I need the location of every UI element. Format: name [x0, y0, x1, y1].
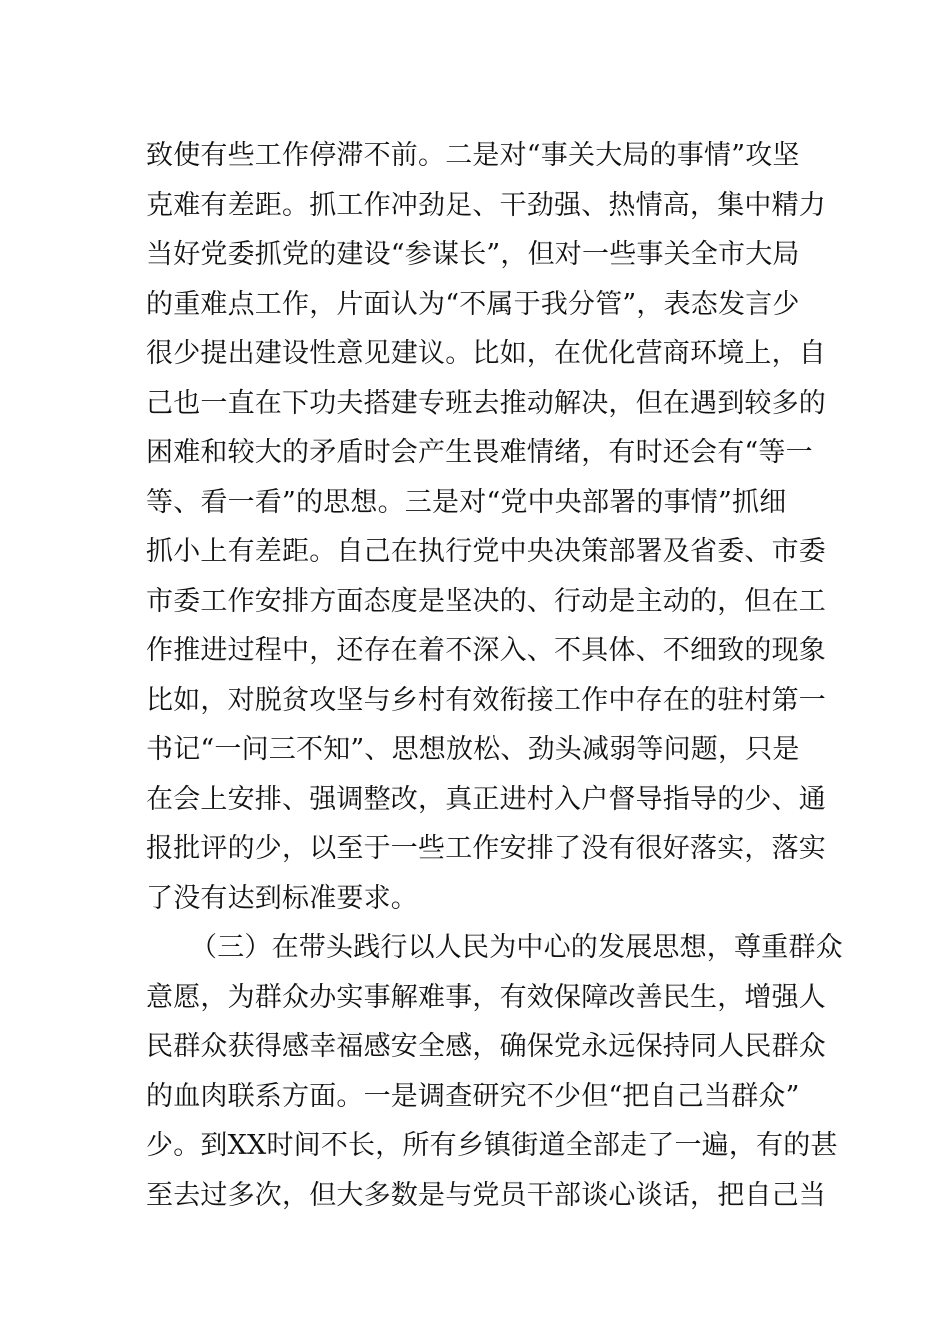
text-line-14: 在会上安排、强调整改，真正进村入户督导指导的少、通 [146, 783, 826, 815]
text-line-15: 报批评的少，以至于一些工作安排了没有很好落实，落实 [146, 833, 826, 864]
text-line-9: 抓小上有差距。自己在执行党中央决策部署及省委、市委 [146, 536, 826, 567]
text-line-2: 克难有差距。抓工作冲劲足、干劲强、热情高，集中精力 [146, 189, 826, 221]
text-line-13: 书记“一问三不知”、思想放松、劲头减弱等问题，只是 [146, 734, 800, 765]
document-body [146, 131, 846, 1220]
text-line-18: 意愿，为群众办实事解难事，有效保障改善民生，增强人 [146, 981, 826, 1013]
section-heading-line: （三）在带头践行以人民为中心的发展思想，尊重群众 [190, 932, 843, 963]
text-line-8: 等、看一看”的思想。三是对“党中央部署的事情”抓细 [146, 486, 787, 518]
text-line-7: 困难和较大的矛盾时会产生畏难情绪，有时还会有“等一 [146, 437, 813, 468]
text-line-21: 少。到XX时间不长，所有乡镇街道全部走了一遍，有的甚 [146, 1130, 838, 1161]
text-line-20: 的血肉联系方面。一是调查研究不少但“把自己当群众” [146, 1080, 800, 1112]
text-line-16: 了没有达到标准要求。 [146, 882, 418, 914]
text-line-19: 民群众获得感幸福感安全感，确保党永远保持同人民群众 [146, 1031, 826, 1062]
text-line-5: 很少提出建设性意见建议。比如，在优化营商环境上，自 [146, 338, 826, 369]
text-line-12: 比如，对脱贫攻坚与乡村有效衔接工作中存在的驻村第一 [146, 684, 826, 716]
text-line-1: 致使有些工作停滞不前。二是对“事关大局的事情”攻坚 [146, 140, 800, 171]
text-line-11: 作推进过程中，还存在着不深入、不具体、不细致的现象 [146, 635, 826, 666]
text-line-22: 至去过多次，但大多数是与党员干部谈心谈话，把自己当 [146, 1179, 826, 1211]
text-line-6: 己也一直在下功夫搭建专班去推动解决，但在遇到较多的 [146, 387, 826, 419]
text-line-10: 市委工作安排方面态度是坚决的、行动是主动的，但在工 [146, 585, 826, 617]
text-line-4: 的重难点工作，片面认为“不属于我分管”，表态发言少 [146, 288, 800, 320]
text-line-3: 当好党委抓党的建设“参谋长”，但对一些事关全市大局 [146, 239, 800, 270]
